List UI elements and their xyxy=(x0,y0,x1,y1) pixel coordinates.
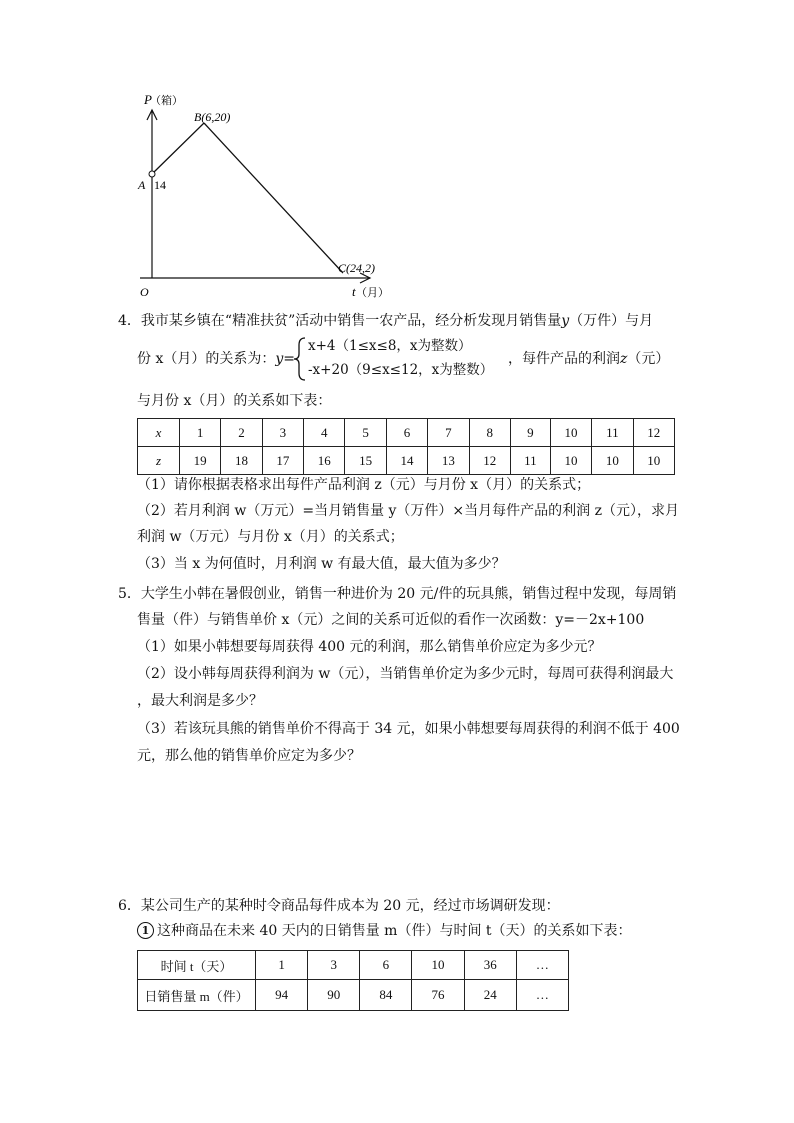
q4-case2: -x+20（9≤x≤12，x为整数） xyxy=(308,362,494,378)
table-row xyxy=(138,980,569,1011)
table-cell: 3 xyxy=(308,951,360,980)
table-cell: 2 xyxy=(221,419,262,447)
table-cell: 3 xyxy=(262,419,303,447)
q4-sub2a: （2）若月利润 w（万元）=当月销售量 y（万件）×当月每件产品的利润 z（元），求月 xyxy=(137,503,679,519)
q5-sub1: （1）如果小韩想要每周获得 400 元的利润，那么销售单价应定为多少元？ xyxy=(137,639,602,655)
y-axis-unit: （箱） xyxy=(150,95,183,107)
table-cell: 90 xyxy=(308,980,360,1011)
point-a-label: A xyxy=(138,178,146,192)
segment-ab xyxy=(152,123,204,174)
q5-sub3b: 元，那么他的销售单价应定为多少？ xyxy=(137,748,361,764)
table-cell: 94 xyxy=(256,980,308,1011)
q4-case1: x+4（1≤x≤8，x为整数） xyxy=(308,338,472,354)
point-b-label: B(6,20) xyxy=(194,110,231,124)
q4-line2-end: ，每件产品的利润z（元） xyxy=(508,351,670,367)
q4-sub1: （1）请你根据表格求出每件产品利润 z（元）与月份 x（月）的关系式； xyxy=(137,477,591,493)
segment-bc xyxy=(204,123,343,273)
table-cell: 10 xyxy=(412,951,464,980)
point-c-label: C(24,2) xyxy=(338,261,375,275)
table-cell: 10 xyxy=(550,419,591,447)
table-cell: 10 xyxy=(633,447,674,475)
q5-sub2a: （2）设小韩每周获得利润为 w（元），当销售单价定为多少元时，每周可获得利润最大 xyxy=(137,666,674,682)
table-cell: 6 xyxy=(386,419,427,447)
function-graph xyxy=(130,88,390,303)
q4-profit-table xyxy=(137,418,675,475)
table-cell: x xyxy=(138,419,180,447)
table-cell: z xyxy=(138,447,180,475)
x-axis-unit: （月） xyxy=(356,287,389,299)
table-cell: 10 xyxy=(550,447,591,475)
table-cell: 14 xyxy=(386,447,427,475)
table-cell: … xyxy=(516,951,568,980)
table-cell: 15 xyxy=(345,447,386,475)
q4-line3: 与月份 x（月）的关系如下表： xyxy=(137,393,332,409)
table-cell: 19 xyxy=(180,447,221,475)
q6-line2: 1 这种商品在未来 40 天内的日销售量 m（件）与时间 t（天）的关系如下表： xyxy=(137,922,632,940)
table-cell: 12 xyxy=(633,419,674,447)
q4-line2-start: 份 x（月）的关系为：y= xyxy=(137,351,296,367)
x-axis-label: t xyxy=(352,284,356,299)
q5-sub2b: ，最大利润是多少？ xyxy=(137,693,263,709)
table-cell: 时间 t（天） xyxy=(138,951,256,980)
table-cell: 11 xyxy=(592,419,633,447)
y-axis-label: P xyxy=(144,92,152,107)
q5-sub3a: （3）若该玩具熊的销售单价不得高于 34 元，如果小韩想要每周获得的利润不低于 400 xyxy=(137,721,680,737)
table-cell: 1 xyxy=(256,951,308,980)
table-cell: 9 xyxy=(510,419,550,447)
piecewise-brace xyxy=(293,337,307,381)
q4-line1: 4．我市某乡镇在“精准扶贫”活动中销售一农产品，经分析发现月销售量y（万件）与月 xyxy=(118,313,654,329)
origin-label: O xyxy=(140,285,149,299)
table-row xyxy=(138,447,675,475)
table-row xyxy=(138,951,569,980)
table-cell: 1 xyxy=(180,419,221,447)
point-a-open-circle xyxy=(149,171,155,177)
table-cell: 13 xyxy=(428,447,469,475)
table-cell: 7 xyxy=(428,419,469,447)
table-cell: 12 xyxy=(469,447,510,475)
table-cell: 4 xyxy=(304,419,345,447)
table-cell: 24 xyxy=(464,980,516,1011)
table-cell: 日销售量 m（件） xyxy=(138,980,256,1011)
table-cell: 36 xyxy=(464,951,516,980)
point-a-value: 14 xyxy=(154,178,166,192)
circled-number: 1 xyxy=(137,922,154,939)
table-cell: 84 xyxy=(360,980,412,1011)
table-cell: 76 xyxy=(412,980,464,1011)
q5-line2: 售量（件）与销售单价 x（元）之间的关系可近似的看作一次函数：y=－2x+100 xyxy=(137,612,645,628)
table-cell: 16 xyxy=(304,447,345,475)
table-cell: 6 xyxy=(360,951,412,980)
table-cell: 18 xyxy=(221,447,262,475)
q4-sub3: （3）当 x 为何值时，月利润 w 有最大值，最大值为多少？ xyxy=(137,556,506,572)
q4-sub2b: 利润 w（万元）与月份 x（月）的关系式； xyxy=(137,529,404,545)
table-cell: 17 xyxy=(262,447,303,475)
table-cell: … xyxy=(516,980,568,1011)
table-cell: 5 xyxy=(345,419,386,447)
q6-sales-table xyxy=(137,950,569,1011)
table-cell: 10 xyxy=(592,447,633,475)
q5-line1: 5．大学生小韩在暑假创业，销售一种进价为 20 元/件的玩具熊，销售过程中发现，每周销 xyxy=(118,586,677,602)
table-cell: 8 xyxy=(469,419,510,447)
table-row xyxy=(138,419,675,447)
q6-line1: 6．某公司生产的某种时令商品每件成本为 20 元，经过市场调研发现： xyxy=(118,898,560,914)
table-cell: 11 xyxy=(510,447,550,475)
